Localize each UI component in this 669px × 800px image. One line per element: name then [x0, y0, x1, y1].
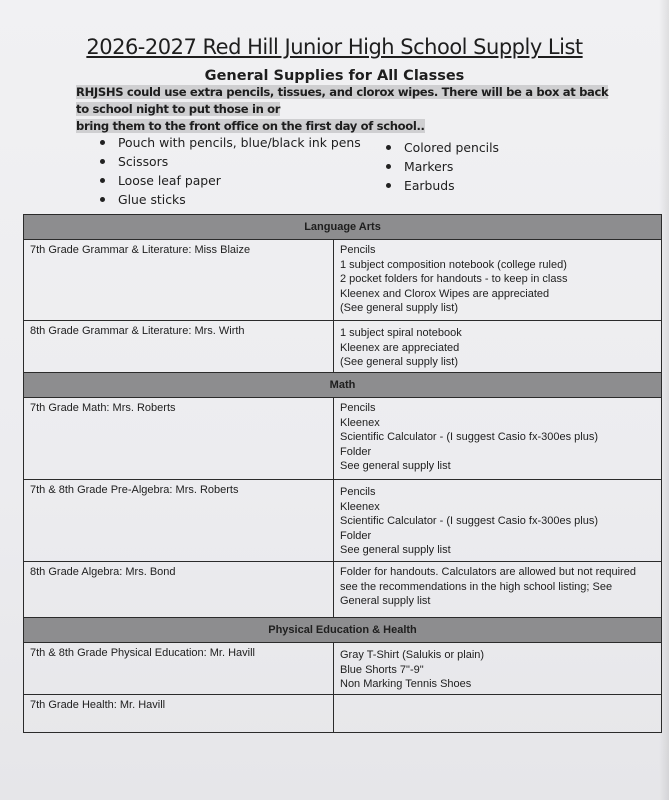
general-supplies-right: [386, 138, 499, 195]
course-items: [334, 695, 662, 733]
item-line: Non Marking Tennis Shoes: [340, 678, 472, 691]
course-items: [334, 240, 662, 321]
supply-item: Earbuds: [386, 176, 499, 195]
item-line: Kleenex: [340, 500, 380, 513]
course-items: [334, 643, 662, 695]
section-title: Math: [24, 373, 662, 398]
section-header-row: [24, 618, 662, 643]
section-title: Language Arts: [24, 215, 662, 240]
table-row: [24, 398, 662, 480]
item-line: Folder: [340, 529, 372, 542]
supply-item: Pouch with pencils, blue/black ink pens: [100, 133, 361, 152]
course-name: 7th & 8th Grade Physical Education: Mr. Havill: [24, 643, 334, 695]
course-name: 7th & 8th Grade Pre-Algebra: Mrs. Roberts: [24, 480, 334, 562]
course-items: [334, 398, 662, 480]
item-line: Kleenex and Clorox Wipes are appreciated: [340, 287, 550, 300]
course-name: 8th Grade Algebra: Mrs. Bond: [24, 562, 334, 618]
table-row: [24, 480, 662, 562]
general-supplies-left: [100, 133, 361, 209]
supply-item: Loose leaf paper: [100, 171, 361, 190]
section-header-row: [24, 215, 662, 240]
course-name: 7th Grade Grammar & Literature: Miss Blaize: [24, 240, 334, 321]
item-line: see the recommendations in the high school listing; See: [340, 580, 613, 593]
course-items: [334, 321, 662, 373]
supply-item: Markers: [386, 157, 499, 176]
item-line: Gray T-Shirt (Salukis or plain): [340, 649, 485, 661]
item-line: 2 pocket folders for handouts - to keep in class: [340, 273, 568, 286]
item-line: See general supply list: [340, 460, 451, 473]
item-line: Pencils: [340, 402, 376, 414]
item-line: Kleenex: [340, 416, 380, 429]
table-row: [24, 321, 662, 373]
item-line: Folder: [340, 445, 372, 458]
item-line: General supply list: [340, 595, 431, 608]
section-header-row: [24, 373, 662, 398]
table-row: [24, 240, 662, 321]
table-row: [24, 695, 662, 733]
item-line: 1 subject composition notebook (college ruled): [340, 258, 567, 271]
page-title: 2026-2027 Red Hill Junior High School Supply List: [86, 35, 583, 59]
item-line: Scientific Calculator - (I suggest Casio fx-300es plus): [340, 515, 598, 528]
page-subtitle: General Supplies for All Classes: [204, 68, 465, 84]
table-row: [24, 562, 662, 618]
item-line: Scientific Calculator - (I suggest Casio fx-300es plus): [340, 431, 598, 444]
supply-item: Scissors: [100, 152, 361, 171]
course-items: [334, 480, 662, 562]
item-line: See general supply list: [340, 544, 451, 557]
note-line-2: bring them to the front office on the first day of school..: [76, 119, 425, 133]
supply-item: Glue sticks: [100, 190, 361, 209]
course-items: [334, 562, 662, 618]
note-line-1: RHJSHS could use extra pencils, tissues, and clorox wipes. There will be a box at back to school night to put those in or: [76, 85, 609, 116]
item-line: (See general supply list): [340, 302, 459, 315]
course-name: 7th Grade Math: Mrs. Roberts: [24, 398, 334, 480]
item-line: Pencils: [340, 486, 376, 498]
note-paragraph: [76, 84, 624, 135]
item-line: Blue Shorts 7"-9": [340, 663, 424, 676]
item-line: Pencils: [340, 244, 376, 256]
item-line: 1 subject spiral notebook: [340, 327, 462, 339]
item-line: Folder for handouts. Calculators are allowed but not required: [340, 566, 636, 578]
item-line: (See general supply list): [340, 356, 459, 369]
course-name: 7th Grade Health: Mr. Havill: [24, 695, 334, 733]
table-row: [24, 643, 662, 695]
item-line: Kleenex are appreciated: [340, 341, 460, 354]
course-name: 8th Grade Grammar & Literature: Mrs. Wirth: [24, 321, 334, 373]
section-title: Physical Education & Health: [24, 618, 662, 643]
supply-item: Colored pencils: [386, 138, 499, 157]
supply-table: [23, 214, 662, 733]
